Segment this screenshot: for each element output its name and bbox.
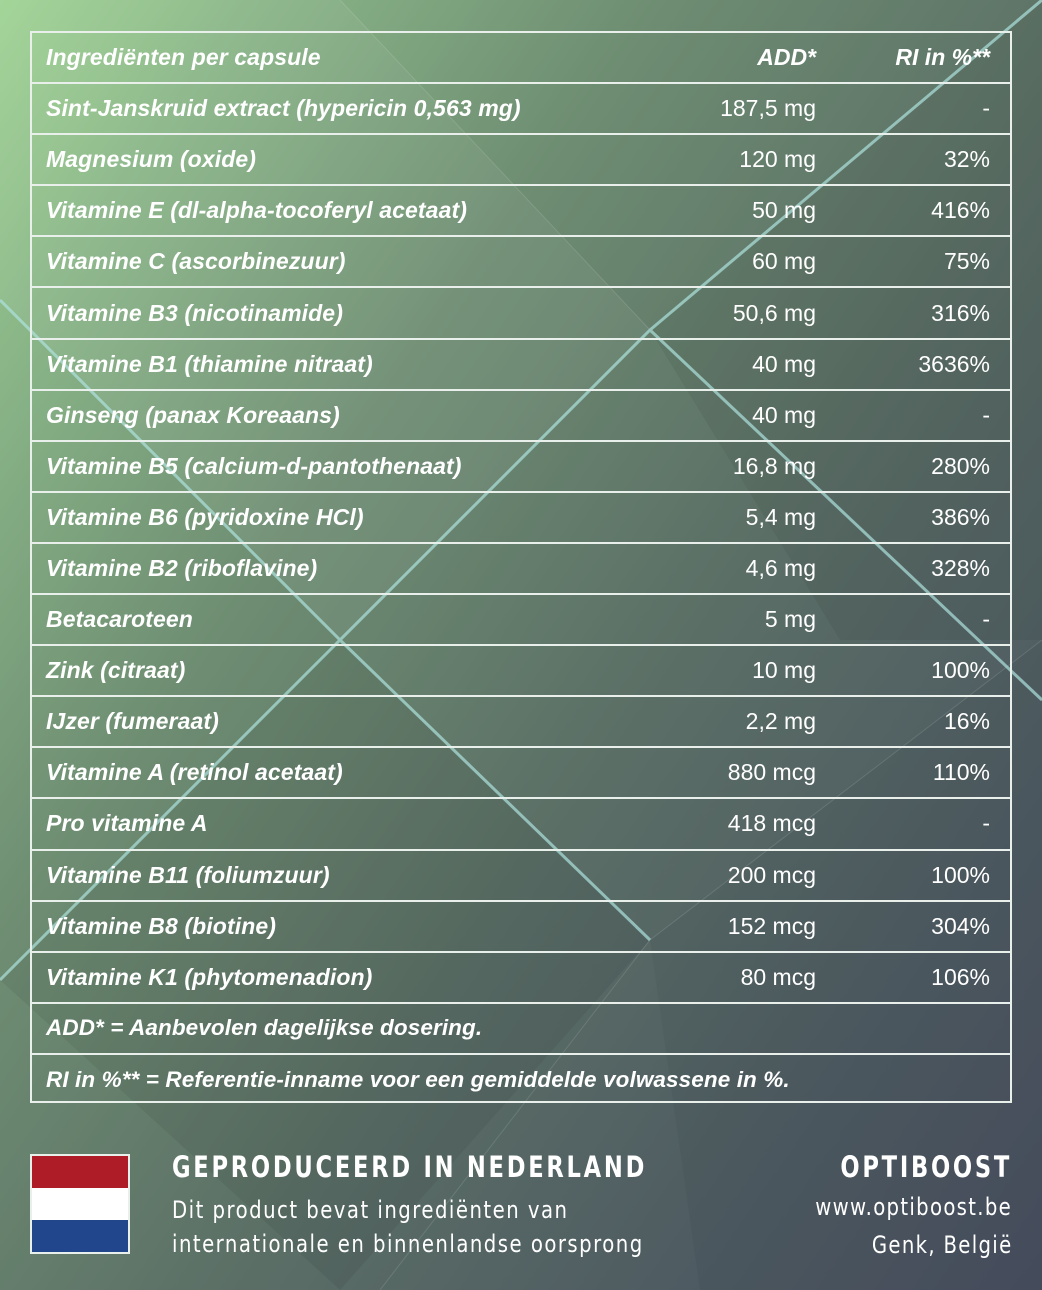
ingredient-add: 187,5 mg <box>720 95 816 122</box>
table-row <box>32 340 1010 391</box>
ingredient-add: 880 mcg <box>727 759 816 786</box>
origin-description <box>172 1193 644 1261</box>
nutrition-table <box>30 31 1012 1103</box>
footnote-text: ADD* = Aanbevolen dagelijkse dosering. <box>46 1015 483 1041</box>
footnote-add <box>32 1004 1010 1055</box>
ingredient-add: 10 mg <box>752 657 816 684</box>
footnote-text: RI in %** = Referentie-inname voor een gemiddelde volwassene in %. <box>46 1067 790 1093</box>
ingredient-name: Ginseng (panax Koreaans) <box>46 401 340 428</box>
ingredient-name: Vitamine K1 (phytomenadion) <box>46 963 373 990</box>
table-row <box>32 391 1010 442</box>
ingredient-ri: - <box>982 606 990 633</box>
table-row <box>32 186 1010 237</box>
ingredient-add: 50 mg <box>752 197 816 224</box>
ingredient-add: 5,4 mg <box>745 503 816 530</box>
ingredient-name: Magnesium (oxide) <box>46 146 257 173</box>
ingredient-name: Vitamine B6 (pyridoxine HCl) <box>46 503 364 530</box>
table-row <box>32 748 1010 799</box>
header-ingredients: Ingrediënten per capsule <box>46 44 321 71</box>
ingredient-add: 60 mg <box>752 248 816 275</box>
netherlands-flag-icon <box>30 1154 130 1254</box>
ingredient-name: Vitamine B5 (calcium-d-pantothenaat) <box>46 452 462 479</box>
ingredient-ri: - <box>982 810 990 837</box>
table-row <box>32 237 1010 288</box>
table-row <box>32 442 1010 493</box>
ingredient-add: 80 mcg <box>740 963 816 990</box>
table-row <box>32 288 1010 339</box>
ingredient-add: 40 mg <box>752 350 816 377</box>
ingredient-name: Vitamine B3 (nicotinamide) <box>46 299 343 326</box>
table-row <box>32 902 1010 953</box>
ingredient-ri: 75% <box>943 248 990 275</box>
ingredient-add: 2,2 mg <box>745 708 816 735</box>
header-add: ADD* <box>757 44 816 71</box>
ingredient-ri: - <box>982 95 990 122</box>
brand-name: OPTIBOOST <box>840 1150 1012 1184</box>
table-row <box>32 851 1010 902</box>
ingredient-ri: 280% <box>931 452 990 479</box>
ingredient-ri: 106% <box>931 963 990 990</box>
ingredient-ri: 316% <box>931 299 990 326</box>
ingredient-ri: 100% <box>931 861 990 888</box>
ingredient-name: Zink (citraat) <box>46 657 186 684</box>
ingredient-add: 5 mg <box>764 606 816 633</box>
origin-title: GEPRODUCEERD IN NEDERLAND <box>172 1150 648 1184</box>
origin-line-1: Dit product bevat ingrediënten van <box>172 1196 569 1224</box>
ingredient-name: Vitamine C (ascorbinezuur) <box>46 248 346 275</box>
ingredient-ri: - <box>982 401 990 428</box>
ingredient-add: 40 mg <box>752 401 816 428</box>
origin-line-2: internationale en binnenlandse oorsprong <box>172 1230 644 1258</box>
ingredient-ri: 32% <box>943 146 990 173</box>
ingredient-name: Vitamine A (retinol acetaat) <box>46 759 343 786</box>
table-row <box>32 799 1010 850</box>
table-header <box>32 33 1010 84</box>
table-row <box>32 953 1010 1004</box>
ingredient-add: 16,8 mg <box>732 452 816 479</box>
ingredient-ri: 16% <box>943 708 990 735</box>
ingredient-ri: 416% <box>931 197 990 224</box>
table-row <box>32 84 1010 135</box>
flag-stripe-white <box>32 1188 128 1220</box>
ingredient-add: 418 mcg <box>727 810 816 837</box>
ingredient-ri: 100% <box>931 657 990 684</box>
ingredient-add: 152 mcg <box>727 912 816 939</box>
ingredient-name: Betacaroteen <box>46 606 193 633</box>
ingredient-name: IJzer (fumeraat) <box>46 708 219 735</box>
brand-url: www.optiboost.be <box>815 1193 1012 1221</box>
ingredient-add: 50,6 mg <box>732 299 816 326</box>
ingredient-ri: 304% <box>931 912 990 939</box>
table-row <box>32 135 1010 186</box>
flag-stripe-blue <box>32 1220 128 1252</box>
table-row <box>32 544 1010 595</box>
ingredient-ri: 110% <box>932 759 990 786</box>
ingredient-name: Vitamine B1 (thiamine nitraat) <box>46 350 373 377</box>
table-row <box>32 697 1010 748</box>
ingredient-name: Sint-Janskruid extract (hypericin 0,563 mg) <box>46 95 521 122</box>
flag-stripe-red <box>32 1156 128 1188</box>
ingredient-name: Vitamine B2 (riboflavine) <box>46 554 318 581</box>
ingredient-add: 120 mg <box>739 146 816 173</box>
ingredient-ri: 3636% <box>918 350 990 377</box>
ingredient-name: Vitamine B11 (foliumzuur) <box>46 861 330 888</box>
table-row <box>32 493 1010 544</box>
footnote-ri <box>32 1055 1010 1106</box>
ingredient-ri: 328% <box>931 554 990 581</box>
ingredient-name: Pro vitamine A <box>46 810 208 837</box>
table-row <box>32 646 1010 697</box>
ingredient-ri: 386% <box>931 503 990 530</box>
ingredient-name: Vitamine E (dl-alpha-tocoferyl acetaat) <box>46 197 467 224</box>
brand-location: Genk, België <box>871 1231 1012 1259</box>
table-row <box>32 595 1010 646</box>
header-ri: RI in %** <box>895 44 990 71</box>
ingredient-name: Vitamine B8 (biotine) <box>46 912 276 939</box>
ingredient-add: 200 mcg <box>727 861 816 888</box>
ingredient-add: 4,6 mg <box>745 554 816 581</box>
